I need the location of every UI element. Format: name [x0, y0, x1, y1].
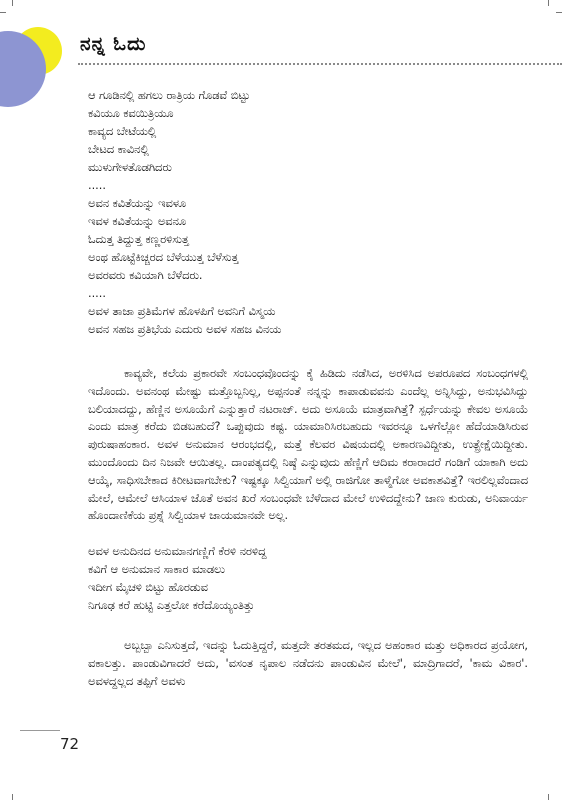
title-divider [78, 63, 562, 65]
poem-line: ನಿಗೂಢ ಕರೆ ಹುಟ್ಟಿ ಎತ್ತಲೋ ಕರೆದೊಯ್ಯಂತಿತ್ತು [88, 599, 255, 613]
crop-mark [12, 794, 13, 800]
crop-mark [548, 794, 549, 800]
poem-line: ಆ ಗೂಡಿನಲ್ಲಿ ಹಗಲು ರಾತ್ರಿಯ ಗೊಡವೆ ಬಿಟ್ಟು [88, 89, 251, 102]
poem-ellipsis: ..... [88, 179, 106, 192]
crop-mark [0, 12, 6, 13]
poem-line: ಅವಳ ಅನುದಿನದ ಅನುಮಾನಗಣ್ಣಿಗೆ ಕೆರಳಿ ನರಳಿದ್ದ [88, 545, 267, 559]
poem-line: ಇವಳ ಕವಿತೆಯನ್ನು ಅವನೂ [88, 215, 187, 228]
poem-ellipsis: ..... [88, 287, 106, 300]
poem-line: ಕವಿಗೆ ಆ ಅನುಮಾನ ಸಾಕಾರ ಮಾಡಲು [88, 563, 225, 577]
crop-mark [556, 12, 562, 13]
poem-line: ಅಂಥ ಹೊಟ್ಟೆಕಿಚ್ಚರದ ಬೆಳೆಯುತ್ತ ಬೆಳೆಸುತ್ತ [88, 251, 239, 264]
poem-line: ಕವಿಯೂ ಕವಯಿತ್ರಿಯೂ [88, 107, 174, 120]
poem-line: ಇದೀಗ ಮೈಚಳಿ ಬಿಟ್ಟು ಹೊರಡುವ [88, 581, 208, 595]
prose-paragraph-2: ಅಬ್ಬಬ್ಬಾ ಎನಿಸುತ್ತದೆ, ಇದನ್ನು ಓದುತ್ತಿದ್ದರೆ, ಮತ್ತದೇ ತರತಮದ, ಇಲ್ಲದ ಅಹಂಕಾರ ಮತ್ತು ಅಧಿಕಾರದ ಪ್ರಯೋಗ, ವಕಾಲತ್ತು. ಪಾಂಡುವಿಗಾದರೆ ಅದು, 'ವಸಂತ ನೃಪಾಲ ನಡೆದನು ಪಾಂಡುವಿನ ಮೇಲೆ', ಮಾದ್ರಿಗಾದರೆ, 'ಕಾಮ ವಿಕಾರ'. ಅವಳದ್ದಲ್ಲದ ತಪ್ಪಿಗೆ ಅವಳು [88, 639, 528, 688]
page-title: ನನ್ನ ಓದು [80, 33, 147, 55]
poem-line: ಅವರವರು ಕವಿಯಾಗಿ ಬೆಳೆದರು. [88, 269, 203, 282]
prose-paragraph-1: ಕಾವ್ಯವೇ, ಕಲೆಯ ಪ್ರಕಾರವೇ ಸಂಬಂಧವೊಂದನ್ನು ಕೈ ಹಿಡಿದು ನಡೆಸಿದ, ಅರಳಿಸಿದ ಅಪರೂಪದ ಸಂಬಂಧಗಳಲ್ಲಿ ಇದೊಂದು. ಅವನಂಥ ಮೇಷ್ಟು ಮತ್ತೊಬ್ಬನಿಲ್ಲ, ಅಪ್ಪನಂತೆ ನನ್ನನ್ನು ಕಾಪಾಡುವವನು ಎಂದೆಲ್ಲ ಅನ್ನಿಸಿದ್ದು, ಅನುಭವಿಸಿದ್ದು ಬಲಿಯಾದದ್ದು, ಹೆಣ್ಣಿನ ಅಸೂಯೆಗೆ ಎನ್ನುತ್ತಾರೆ ನಟರಾಜ್. ಅದು ಅಸೂಯೆ ಮಾತ್ರವಾಗಿತ್ತೆ? ಸ್ಪರ್ಧೆಯನ್ನು ಕೇವಲ ಅಸೂಯೆ ಎಂದು ಮಾತ್ರ ಕರೆದು ಬಿಡಬಹುದೆ? ಒಪ್ಪುವುದು ಕಷ್ಟ. ಯಾಮಾರಿಸಿರಬಹುದು ಇವರನ್ನೂ ಒಳಗೆಲ್ಲೋ ಹೆದೆಯಾಡಿಸಿರುವ ಪುರುಷಾಹಂಕಾರ. ಅವಳ ಅನುಮಾನ ಆರಂಭದಲ್ಲಿ, ಮತ್ತೆ ಕೆಲವರ ವಿಷಯದಲ್ಲಿ ಅಕಾರಣವಿದ್ದೀತು, ಉತ್ಪ್ರೇಕ್ಷೆಯಿದ್ದೀತು. ಮುಂದೊಂದು ದಿನ ನಿಜವೇ ಆಯಿತಲ್ಲ. ದಾಂಪತ್ಯದಲ್ಲಿ ನಿಷ್ಠೆ ಎನ್ನುವುದು ಹೆಣ್ಣಿಗೆ ಆದಿಮ ಕರಾರಾದರೆ ಗಂಡಿಗೆ ಯಾಕಾಗಿ ಅದು ಆಯ್ಕೆ, ಸಾಧಿಸಬೇಕಾದ ಕಿರೀಟವಾಗಬೇಕು? ಇಷ್ಟಕ್ಕೂ ಸಿಲ್ವಿಯಾಗೆ ಅಲ್ಲಿ ರಾಜಿಗೋ ತಾಳ್ಮೆಗೋ ಅವಕಾಶವಿತ್ತೆ? ಇರಲಿಲ್ಲವೆಂದಾದ ಮೇಲೆ, ಆಮೇಲೆ ಆಸಿಯಾಳ ಜೊತೆ ಅವನ ಖರೆ ಸಂಬಂಧವೇ ಬೆಳೆದಾದ ಮೇಲೆ ಉಳಿದದ್ದೇನು? ಜಾಣ ಕುರುಡು, ಅನಿವಾರ್ಯ ಹೊಂದಾಣಿಕೆಯ ಪ್ರಶ್ನೆ ಸಿಲ್ವಿಯಾಳ ಜಾಯಮಾನವೇ ಅಲ್ಲ. [88, 367, 528, 523]
poem-line: ಓದುತ್ತ ತಿದ್ದುತ್ತ ಕಣ್ಣರಳಿಸುತ್ತ [88, 233, 189, 246]
poem-line: ಮುಳುಗೇಳತೊಡಗಿದರು [88, 161, 172, 174]
poem-line: ಅವನ ಕವಿತೆಯನ್ನು ಇವಳೂ [88, 197, 187, 210]
footer-divider [20, 730, 60, 731]
crop-mark [12, 0, 13, 6]
crop-mark [548, 0, 549, 6]
page-number: 72 [60, 735, 80, 753]
article-body [88, 87, 528, 691]
poem-line: ಕಾವ್ಯದ ಬೇಟೆಯಲ್ಲಿ [88, 125, 157, 138]
poem-line: ಅವನ ಸಹಜ ಪ್ರತಿಭೆಯ ಎದುರು ಅವಳ ಸಹಜ ವಿನಯ [88, 323, 282, 336]
poem-line: ಬೇಟದ ಕಾವಿನಲ್ಲಿ [88, 143, 149, 156]
poem-stanza-2 [88, 543, 528, 615]
poem-line: ಅವಳ ತಾಜಾ ಪ್ರತಿಮೆಗಳ ಹೊಳಪಿಗೆ ಅವನಿಗೆ ವಿಸ್ಮಯ [88, 305, 276, 318]
poem-stanza-1 [88, 87, 528, 339]
